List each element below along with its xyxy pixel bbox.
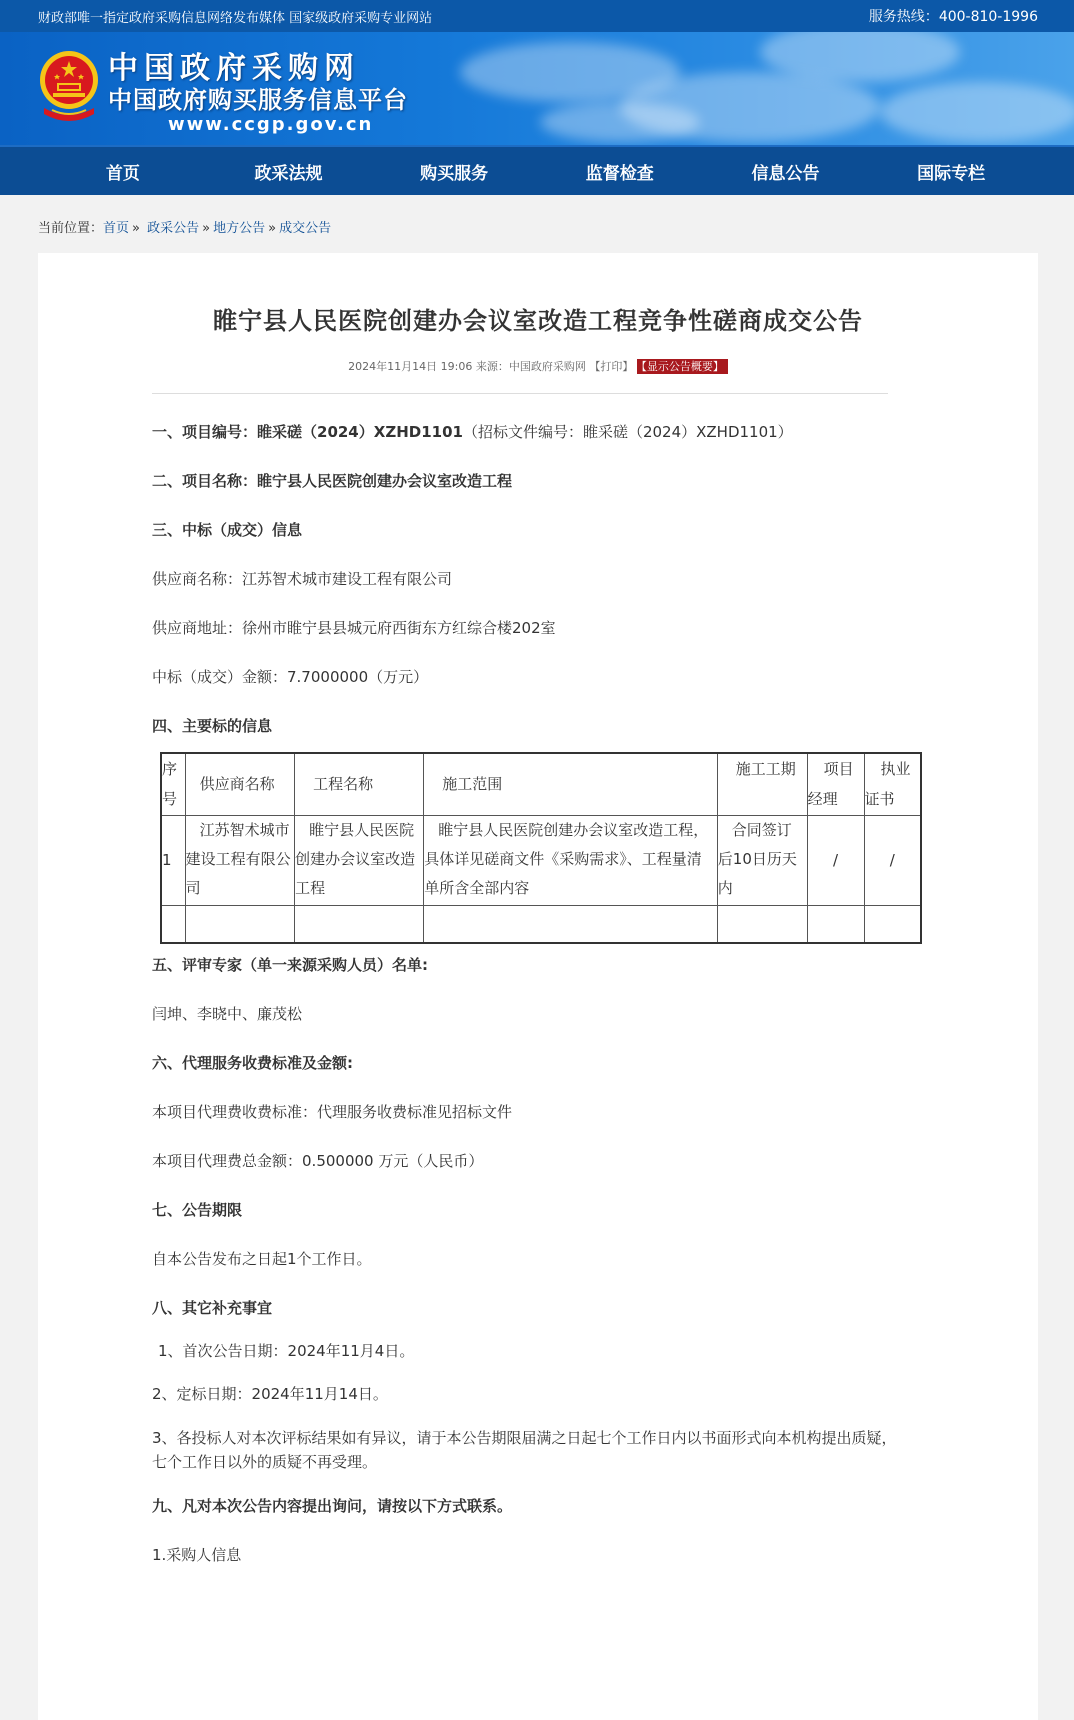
national-emblem-icon[interactable] [38,48,100,126]
breadcrumb-sep: » [132,221,140,236]
section-contact: 九、凡对本次公告内容提出询问，请按以下方式联系。 [152,1497,513,1515]
nav-international[interactable]: 国际专栏 [917,163,986,184]
service-hotline [869,6,1038,26]
logo-line1: 中国政府采购网 [108,51,360,86]
meta-text: 2024年11月14日 19:06 来源：中国政府采购网 【打印】 [348,360,634,373]
breadcrumb-local[interactable]: 地方公告 [213,221,266,236]
th-project: 工程名称 [295,753,424,815]
th-scope: 施工范围 [424,753,717,815]
supplement-item-2: 2、定标日期：2024年11月14日。 [152,1385,388,1403]
td-duration: 合同签订后10日历天内 [717,815,807,905]
table-row-empty [161,905,921,943]
hotline-label: 服务热线： [868,9,939,25]
site-logo[interactable] [108,52,408,136]
supplement-item-1: 1、首次公告日期：2024年11月4日。 [158,1342,415,1360]
breadcrumb-label: 当前位置： [38,221,104,236]
page-title: 睢宁县人民医院创建办会议室改造工程竞争性磋商成交公告 [213,307,863,335]
nav-regulations[interactable]: 政采法规 [254,163,323,184]
tender-doc-number: （招标文件编号：睢采磋（2024）XZHD1101） [462,423,793,441]
fee-total: 本项目代理费总金额：0.500000 万元（人民币） [152,1152,484,1170]
table-row [161,815,921,905]
announcement-period: 自本公告发布之日起1个工作日。 [152,1250,372,1268]
th-manager: 项目经理 [807,753,864,815]
breadcrumb [0,195,1074,243]
logo-line2: 中国政府购买服务信息平台 [108,86,408,114]
breadcrumb-deal[interactable]: 成交公告 [279,221,332,236]
td-certificate: / [864,815,921,905]
th-duration: 施工工期 [717,753,807,815]
breadcrumb-sep: » [202,221,211,236]
breadcrumb-home[interactable]: 首页 [103,221,130,236]
supplement-item-3: 3、各投标人对本次评标结果如有异议，请于本公告期限届满之日起七个工作日内以书面形式向本机构提出质疑，七个工作日以外的质疑不再受理。 [152,1429,897,1471]
nav-purchase-services[interactable]: 购买服务 [420,163,489,184]
breadcrumb-procurement[interactable]: 政采公告 [147,221,200,236]
section-main-subject: 四、主要标的信息 [152,717,273,735]
section-award-info: 三、中标（成交）信息 [152,521,303,539]
section-agency-fee: 六、代理服务收费标准及金额: [152,1054,353,1072]
table-header-row [161,753,921,815]
main-nav [0,145,1074,195]
supplier-address: 供应商地址：徐州市睢宁县县城元府西街东方红综合楼202室 [152,619,556,637]
site-banner [0,32,1074,145]
section-experts: 五、评审专家（单一来源采购人员）名单: [152,956,429,974]
subject-table [160,752,922,944]
award-amount: 中标（成交）金额：7.7000000（万元） [152,668,429,686]
td-index: 1 [161,815,185,905]
section-supplementary: 八、其它补充事宜 [152,1299,273,1317]
contact-purchaser: 1.采购人信息 [152,1546,242,1564]
article-panel [38,253,1038,1720]
th-certificate: 执业证书 [864,753,921,815]
nav-announcements[interactable]: 信息公告 [751,163,820,184]
nav-supervision[interactable]: 监督检查 [585,163,654,184]
td-scope: 睢宁县人民医院创建办会议室改造工程，具体详见磋商文件《采购需求》、工程量清单所含全部内容 [424,815,717,905]
article-meta [38,358,1038,374]
summary-toggle-button[interactable]: 【显示公告概要】 [637,359,728,374]
breadcrumb-sep: » [268,221,277,236]
td-manager: / [807,815,864,905]
nav-home[interactable]: 首页 [105,163,140,184]
section-period: 七、公告期限 [152,1201,243,1219]
site-tagline: 财政部唯一指定政府采购信息网络发布媒体 国家级政府采购专业网站 [38,10,433,26]
divider [152,393,888,394]
logo-url: www.ccgp.gov.cn [168,114,374,135]
article-body [38,421,1038,1566]
section-project-name: 二、项目名称：睢宁县人民医院创建办会议室改造工程 [152,472,513,490]
td-supplier: 江苏智术城市建设工程有限公司 [185,815,295,905]
th-index: 序号 [161,753,185,815]
hotline-number: 400-810-1996 [938,9,1038,25]
supplier-name: 供应商名称：江苏智术城市建设工程有限公司 [152,570,453,588]
section-project-number [152,421,898,443]
th-supplier: 供应商名称 [185,753,295,815]
top-bar [0,0,1074,32]
project-number: 一、项目编号：睢采磋（2024）XZHD1101 [152,423,463,441]
fee-standard: 本项目代理费收费标准：代理服务收费标准见招标文件 [152,1103,513,1121]
td-project: 睢宁县人民医院创建办会议室改造工程 [295,815,424,905]
expert-list: 闫坤、李晓中、廉茂松 [152,1005,303,1023]
